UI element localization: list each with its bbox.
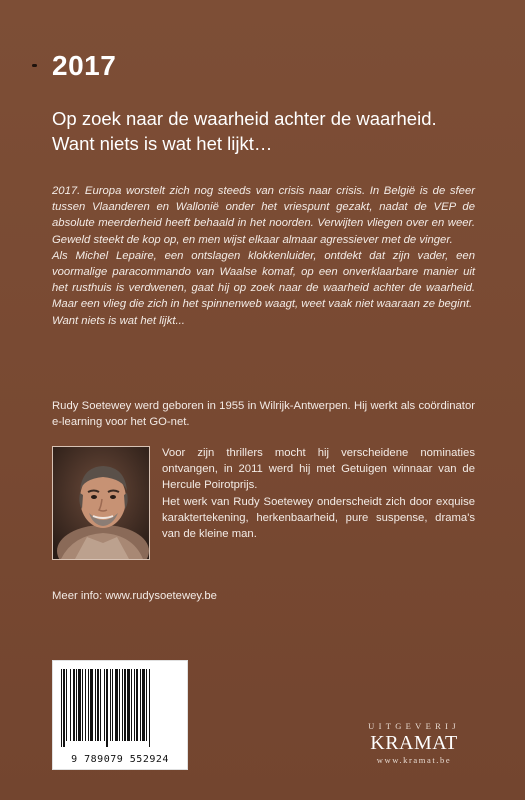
- barcode-bar: [106, 669, 108, 747]
- synopsis-paragraph-2: Als Michel Lepaire, een ontslagen klokkenluider, ontdekt dat zijn vader, een voormalige paracommando van Waalse komaf, op een onverklaarbare manier uit het rusthuis is verdwenen, gaat hij op zoek naar de waarheid achter de waarheid. Maar een vlieg die zich in het spinnenweb waagt, weet vaak niet waaraan ze begint.: [52, 249, 475, 311]
- synopsis: [52, 183, 475, 329]
- barcode-bar: [142, 669, 145, 741]
- author-website: Meer info: www.rudysoetewey.be: [52, 590, 217, 602]
- barcode-bar: [78, 669, 81, 741]
- publisher-logo: [356, 721, 472, 765]
- barcode-bar: [131, 669, 132, 741]
- tagline: [52, 106, 512, 156]
- barcode-bar: [90, 669, 93, 741]
- barcode-bar: [134, 669, 135, 741]
- barcode-bar: [146, 669, 147, 741]
- publisher-url: www.kramat.be: [376, 755, 452, 765]
- barcode-bar: [88, 669, 89, 741]
- barcode-bar: [140, 669, 141, 741]
- synopsis-closing-line: Want niets is wat het lijkt...: [52, 314, 185, 327]
- author-bio-style: Het werk van Rudy Soetewey onderscheidt zich door exquise karaktertekening, herkenbaarheid, pure suspense, drama's van de kleine man.: [162, 495, 475, 541]
- barcode-bar: [63, 669, 65, 747]
- barcode-bar: [70, 669, 71, 741]
- barcode-bar: [73, 669, 75, 741]
- barcode-bar: [100, 669, 101, 741]
- tagline-line-2: Want niets is wat het lijkt…: [52, 133, 273, 154]
- author-bio-details: [162, 445, 475, 542]
- author-photo: [52, 446, 150, 560]
- barcode-bar: [119, 669, 120, 741]
- barcode-bar: [136, 669, 138, 741]
- barcode-bar: [76, 669, 77, 741]
- tagline-line-1: Op zoek naar de waarheid achter de waarheid.: [52, 108, 437, 129]
- barcode-bar: [115, 669, 118, 741]
- isbn-digits: 9 789079 552924: [71, 754, 169, 765]
- barcode-bar: [66, 669, 67, 741]
- barcode-bar: [149, 669, 150, 747]
- publisher-name: KRAMAT: [370, 732, 458, 754]
- barcode-bar: [104, 669, 105, 741]
- isbn-barcode: [52, 660, 188, 770]
- book-title: 2017: [52, 50, 117, 81]
- barcode-bar: [61, 669, 62, 747]
- barcode-bar: [124, 669, 126, 741]
- barcode-bar: [82, 669, 83, 741]
- barcode-bar: [122, 669, 123, 741]
- barcode-bar: [95, 669, 96, 741]
- barcode-bar: [85, 669, 86, 741]
- barcode-bar: [112, 669, 113, 741]
- barcode-bars: [61, 669, 179, 747]
- barcode-bar: [97, 669, 99, 741]
- barcode-bar: [127, 669, 130, 741]
- author-bio-intro: Rudy Soetewey werd geboren in 1955 in Wilrijk-Antwerpen. Hij werkt als coördinator e-learning voor het GO-net.: [52, 400, 475, 429]
- barcode-bar: [110, 669, 111, 741]
- print-speck: [32, 64, 37, 67]
- author-bio-awards: Voor zijn thrillers mocht hij verscheidene nominaties ontvangen, in 2011 werd hij met Getuigen winnaar van de Hercule Poirotprijs.: [162, 447, 475, 492]
- synopsis-paragraph-1: 2017. Europa worstelt zich nog steeds van crisis naar crisis. In België is de sfeer tussen Vlaanderen en Wallonië onder het vriespunt gezakt, nadat de VEP de absolute meerderheid heeft behaald in het noorden. Verwijten vliegen over en weer. Geweld steekt de kop op, en men wijst elkaar almaar agressiever met de vinger.: [52, 185, 475, 246]
- publisher-label: UITGEVERIJ: [368, 721, 460, 731]
